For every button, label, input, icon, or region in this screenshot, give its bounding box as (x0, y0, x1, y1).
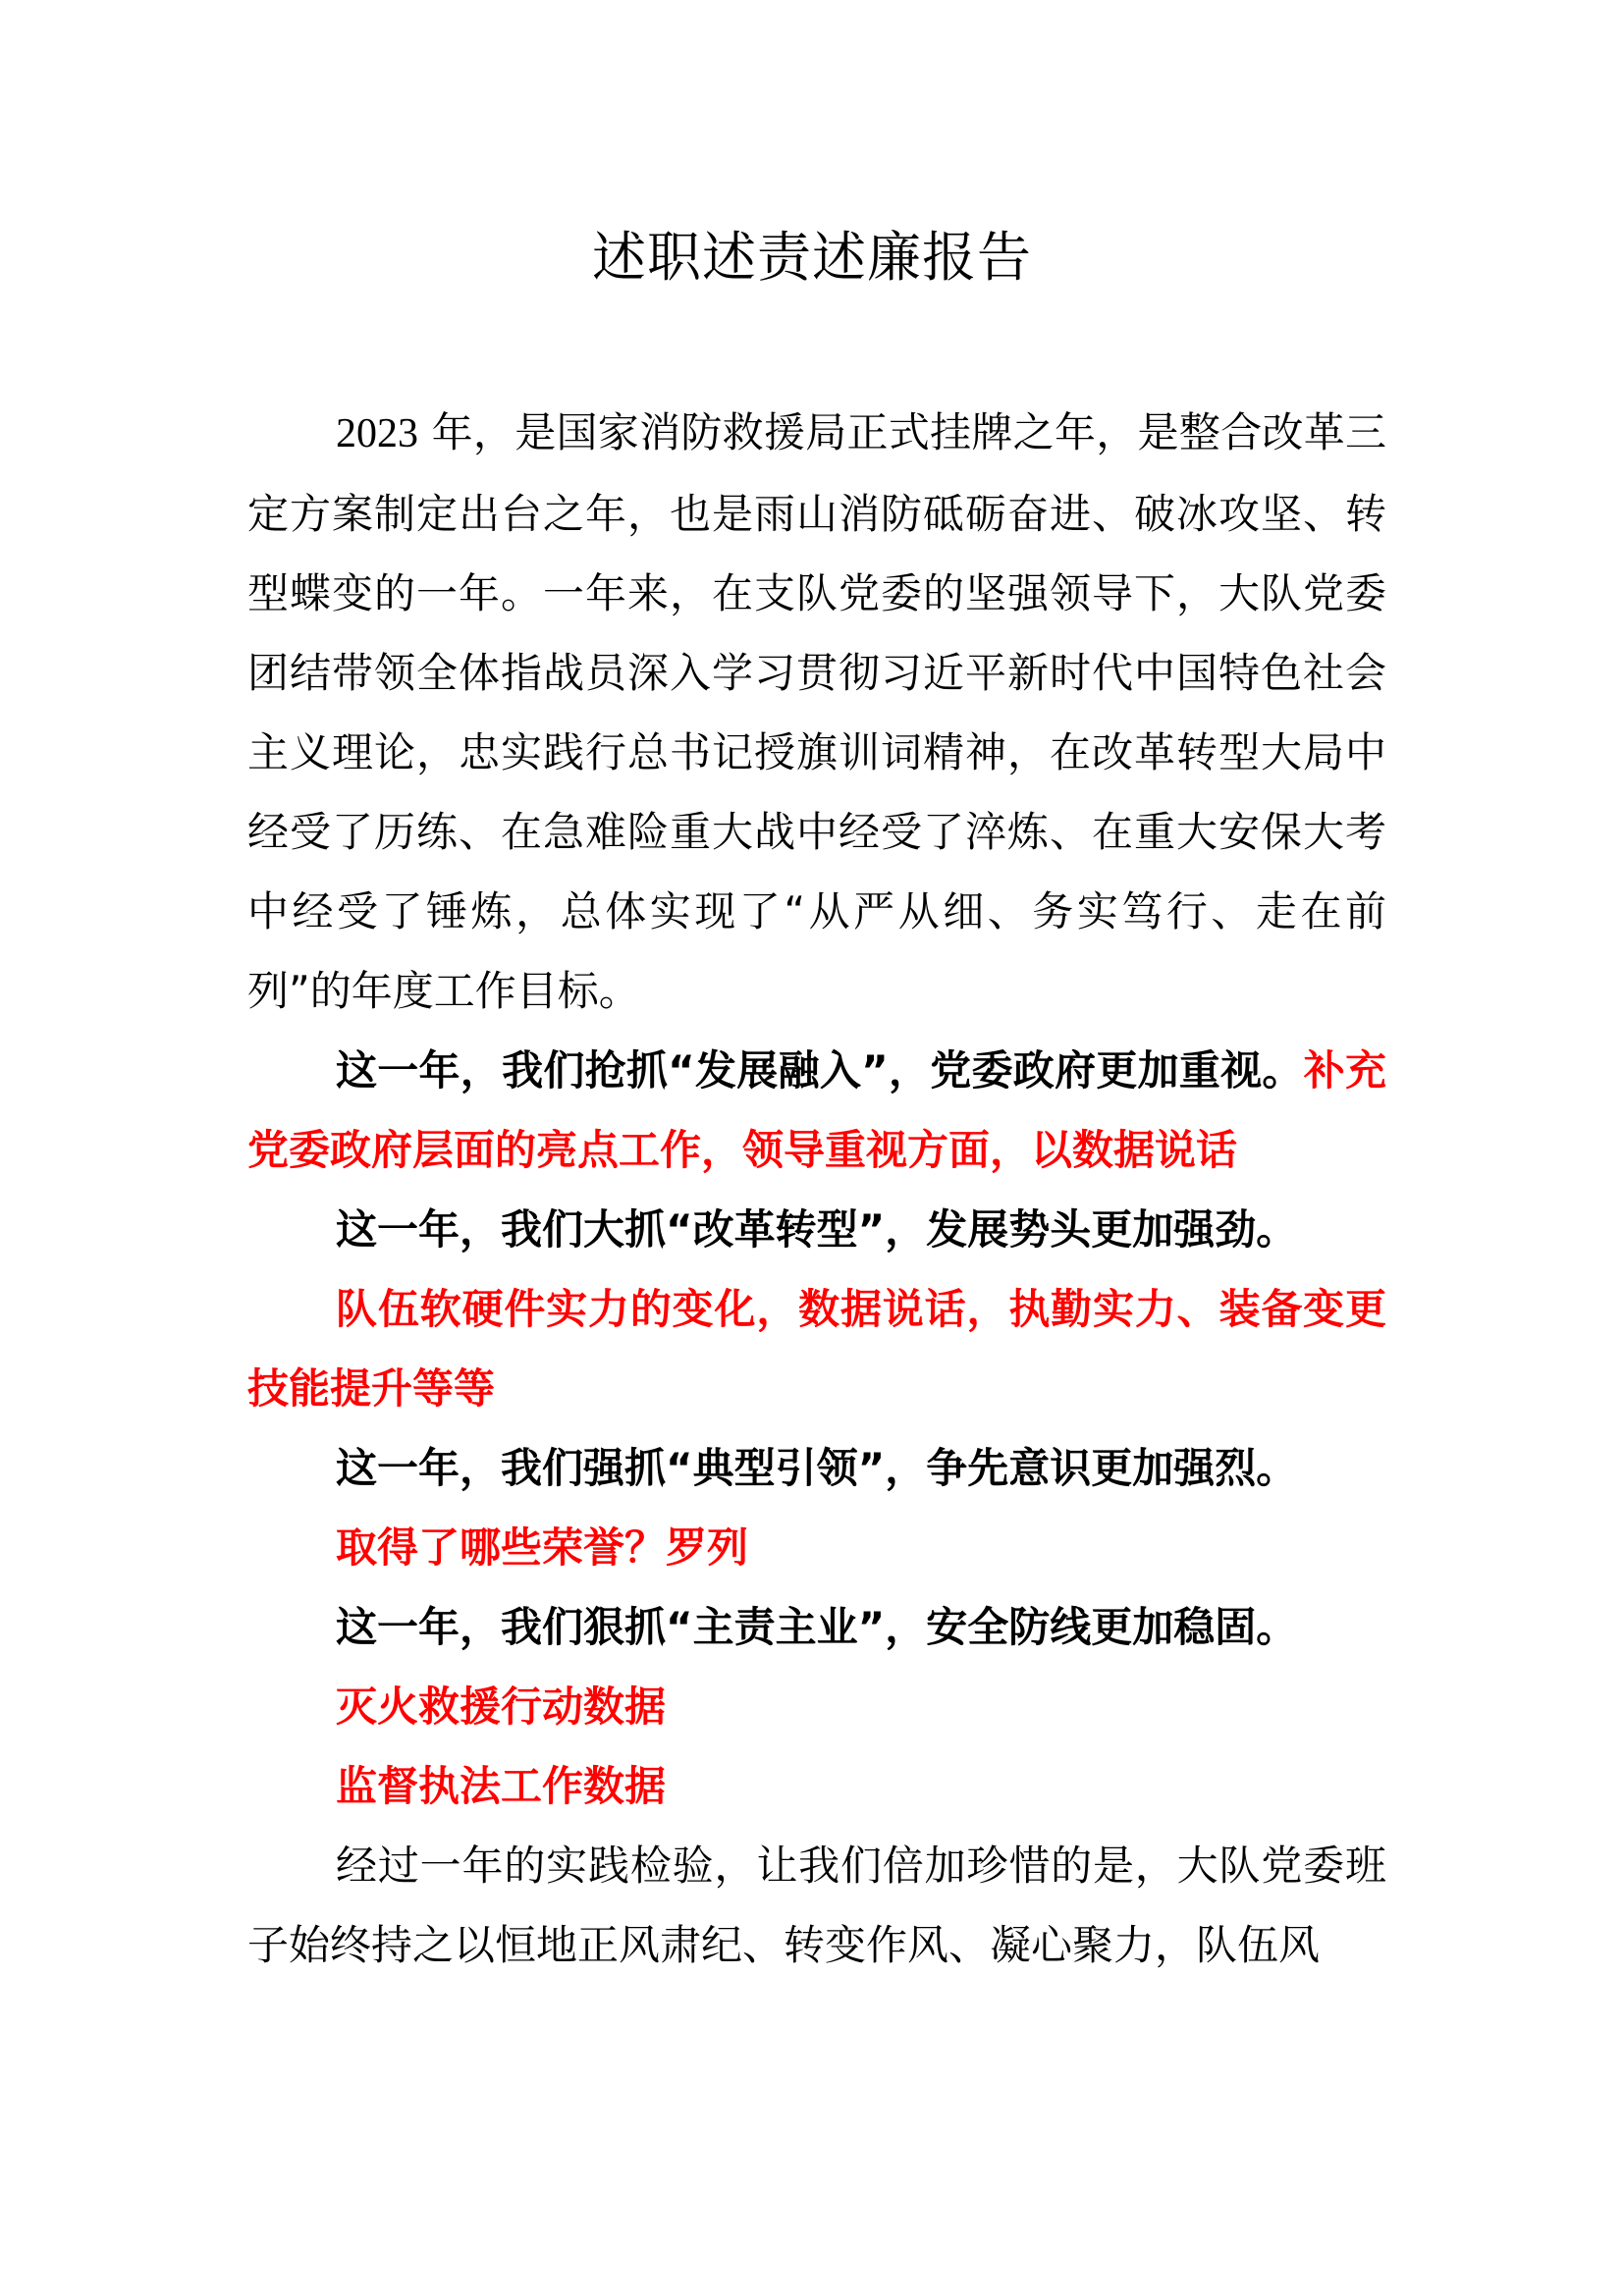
closing-paragraph: 经过一年的实践检验，让我们倍加珍惜的是，大队党委班子始终持之以恒地正风肃纪、转变作风、凝心聚力，队伍风 (247, 1842, 1386, 1969)
enforcement-data-note: 监督执法工作数据 (336, 1762, 667, 1810)
honors-note: 取得了哪些荣誉？罗列 (336, 1523, 749, 1572)
reform-heading: 这一年，我们大抓“改革转型”，发展势头更加强劲。 (336, 1205, 1298, 1254)
intro-paragraph (247, 393, 1386, 1031)
rescue-data-note: 灭火救援行动数据 (336, 1682, 667, 1731)
development-paragraph (247, 1031, 1386, 1190)
development-note: 补充党委政府层面的亮点工作，领导重视方面，以数据说话 (247, 1046, 1386, 1174)
document-body (247, 393, 1386, 1985)
development-heading: 这一年，我们抢抓“发展融入”，党委政府更加重视。 (336, 1046, 1304, 1095)
reform-note: 队伍软硬件实力的变化，数据说话，执勤实力、装备变更技能提升等等 (247, 1285, 1386, 1413)
duty-heading: 这一年，我们狠抓“主责主业”，安全防线更加稳固。 (336, 1603, 1298, 1651)
intro-text: 年，是国家消防救援局正式挂牌之年，是整合改革三定方案制定出台之年，也是雨山消防砥砺奋进、破冰攻坚、转型蝶变的一年。一年来，在支队党委的坚强领导下，大队党委团结带领全体指战员深入学习贯彻习近平新时代中国特色社会主义理论，忠实践行总书记授旗训词精神，在改革转型大局中经受了历练、在急难险重大战中经受了淬炼、在重大安保大考中经受了锤炼，总体实现了“从严从细、务实笃行、走在前列”的年度工作目标。 (247, 408, 1386, 1015)
year-number: 2023 (336, 411, 418, 456)
document-title: 述职述责述廉报告 (591, 226, 1032, 289)
model-heading: 这一年，我们强抓“典型引领”，争先意识更加强烈。 (336, 1444, 1298, 1492)
